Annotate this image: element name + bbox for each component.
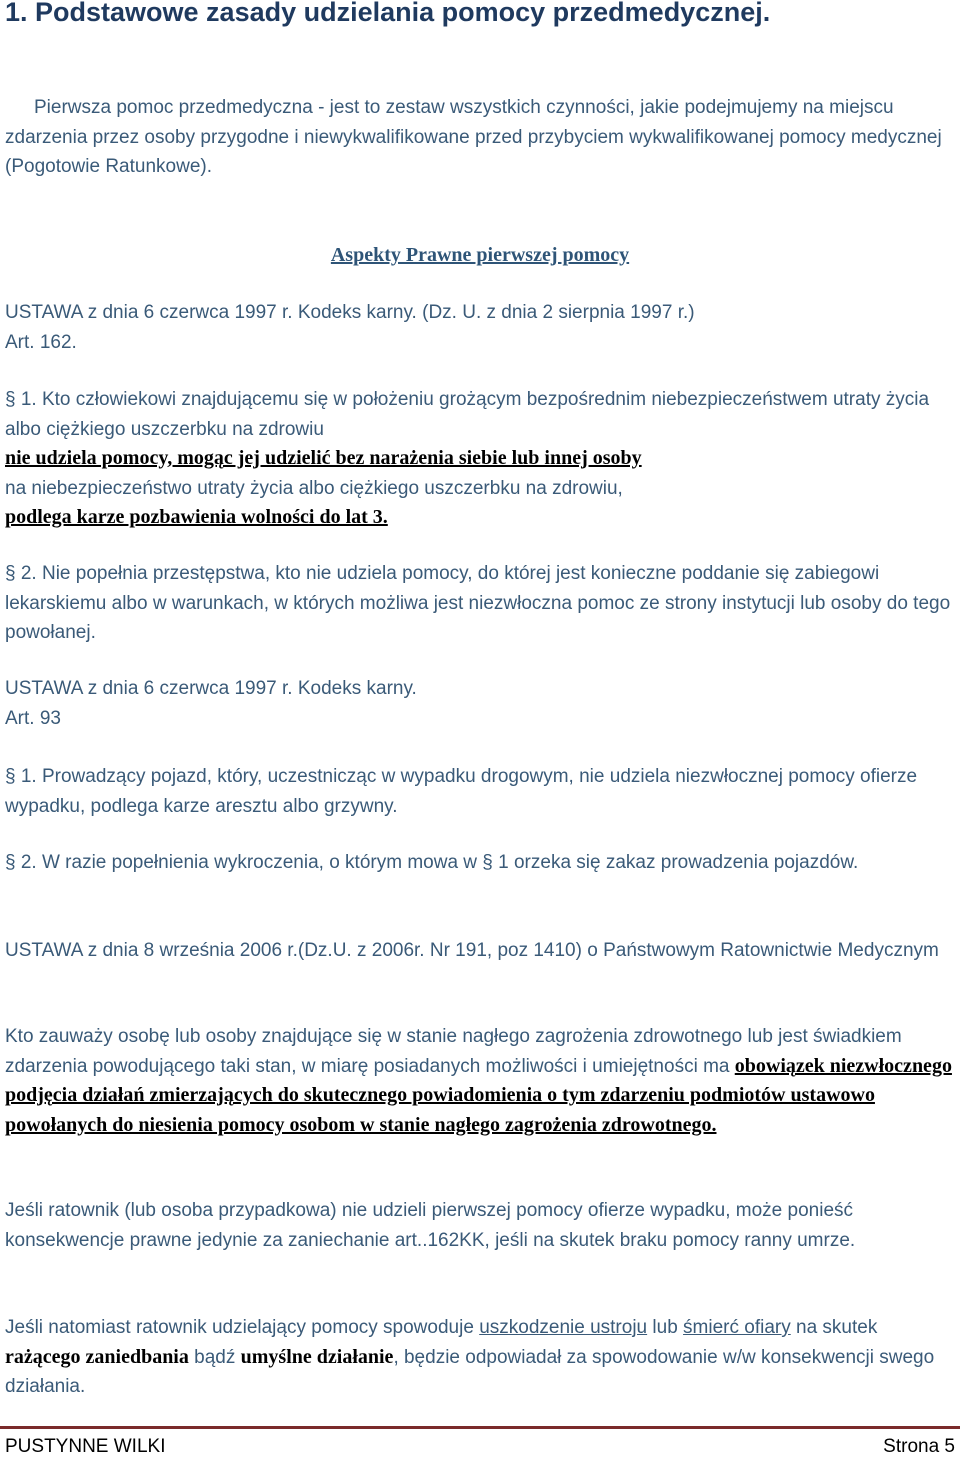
duty-bold: obowiązek niezwłocznego podjęcia działań zmierzających do skutecznego powiadomienia o tym zdarzeniu podmiotów ustawowo powołanych do niesienia pomocy osobom w stanie nagłego zagrożenia zdrowotnego. xyxy=(5,1054,952,1136)
c2-bold-2: umyślne działanie xyxy=(240,1345,394,1368)
law1-article: Art. 162. xyxy=(5,331,77,353)
consequence-paragraph-2 xyxy=(5,1313,955,1402)
consequence-paragraph-1: Jeśli ratownik (lub osoba przypadkowa) nie udzieli pierwszej pomocy ofierze wypadku, może ponieść konsekwencje prawne jedynie za zaniechanie art..162KK, jeśli na skutek braku pomocy ranny umrze. xyxy=(5,1200,856,1251)
law1-s1-bold2: podlega karze pozbawienia wolności do lat 3. xyxy=(5,506,388,528)
c2-underline-1: uszkodzenie ustroju xyxy=(479,1317,648,1338)
law1-s1-bold1: nie udziela pomocy, mogąc jej udzielić bez narażenia siebie lub innej osoby xyxy=(5,447,642,469)
section-heading: 1. Podstawowe zasady udzielania pomocy przedmedycznej. xyxy=(5,0,771,27)
page-number: Strona 5 xyxy=(883,1436,955,1457)
footer-title: PUSTYNNE WILKI xyxy=(5,1436,166,1457)
law1-section-2: § 2. Nie popełnia przestępstwa, kto nie udziela pomocy, do której jest konieczne poddanie się zabiegowi lekarskiemu albo w warunkach, w których możliwa jest niezwłoczna pomoc ze strony instytucji lub osoby do tego powołanej. xyxy=(5,563,951,643)
aspects-title: Aspekty Prawne pierwszej pomocy xyxy=(330,244,630,266)
duty-paragraph xyxy=(5,1022,955,1140)
law3-title: USTAWA z dnia 8 września 2006 r.(Dz.U. z 2006r. Nr 191, poz 1410) o Państwowym Ratownictwie Medycznym xyxy=(5,940,939,961)
intro-paragraph xyxy=(5,93,955,182)
duty-prefix: Kto zauważy osobę lub osoby znajdujące się w stanie nagłego zagrożenia zdrowotnego lub jest świadkiem zdarzenia powodującego taki stan, w miarę posiadanych możliwości i umiejętności ma xyxy=(5,1026,902,1077)
law1-title: USTAWA z dnia 6 czerwca 1997 r. Kodeks karny. (Dz. U. z dnia 2 sierpnia 1997 r.) xyxy=(5,302,695,323)
footer-divider xyxy=(0,1426,960,1429)
law2-title: USTAWA z dnia 6 czerwca 1997 r. Kodeks karny. xyxy=(5,678,417,699)
c2-part2: lub xyxy=(652,1317,678,1338)
intro-text: Pierwsza pomoc przedmedyczna - jest to zestaw wszystkich czynności, jakie podejmujemy na miejscu zdarzenia przez osoby przygodne i niewykwalifikowane przed przybyciem wykwalifikowanej pomocy medycznej (Pogotowie Ratunkowe). xyxy=(5,97,942,177)
law2-section-1: § 1. Prowadzący pojazd, który, uczestnicząc w wypadku drogowym, nie udziela niezwłocznej pomocy ofierze wypadku, podlega karze aresztu albo grzywny. xyxy=(5,766,918,817)
law2-article: Art. 93 xyxy=(5,707,61,729)
c2-bold-1: rażącego zaniedbania xyxy=(5,1345,189,1368)
c2-part1: Jeśli natomiast ratownik udzielający pomocy spowoduje xyxy=(5,1317,474,1338)
law1-s1-mid: na niebezpieczeństwo utraty życia albo ciężkiego uszczerbku na zdrowiu, xyxy=(5,477,623,499)
c2-part5: , będzie odpowiadał za spowodowanie w/w konsekwencji swego działania. xyxy=(5,1346,935,1397)
page-footer xyxy=(5,1436,955,1462)
law1-section-1 xyxy=(5,385,955,533)
c2-part4: bądź xyxy=(194,1346,236,1368)
law1-block xyxy=(5,298,955,357)
c2-part3: na skutek xyxy=(796,1317,878,1338)
law1-s1-prefix: § 1. Kto człowiekowi znajdującemu się w położeniu grożącym bezpośrednim niebezpieczeństwem utraty życia albo ciężkiego uszczerbku na zdrowiu xyxy=(5,389,930,440)
c2-underline-2: śmierć ofiary xyxy=(683,1317,791,1338)
law2-section-2: § 2. W razie popełnienia wykroczenia, o którym mowa w § 1 orzeka się zakaz prowadzenia pojazdów. xyxy=(5,852,859,873)
law2-block xyxy=(5,674,955,733)
